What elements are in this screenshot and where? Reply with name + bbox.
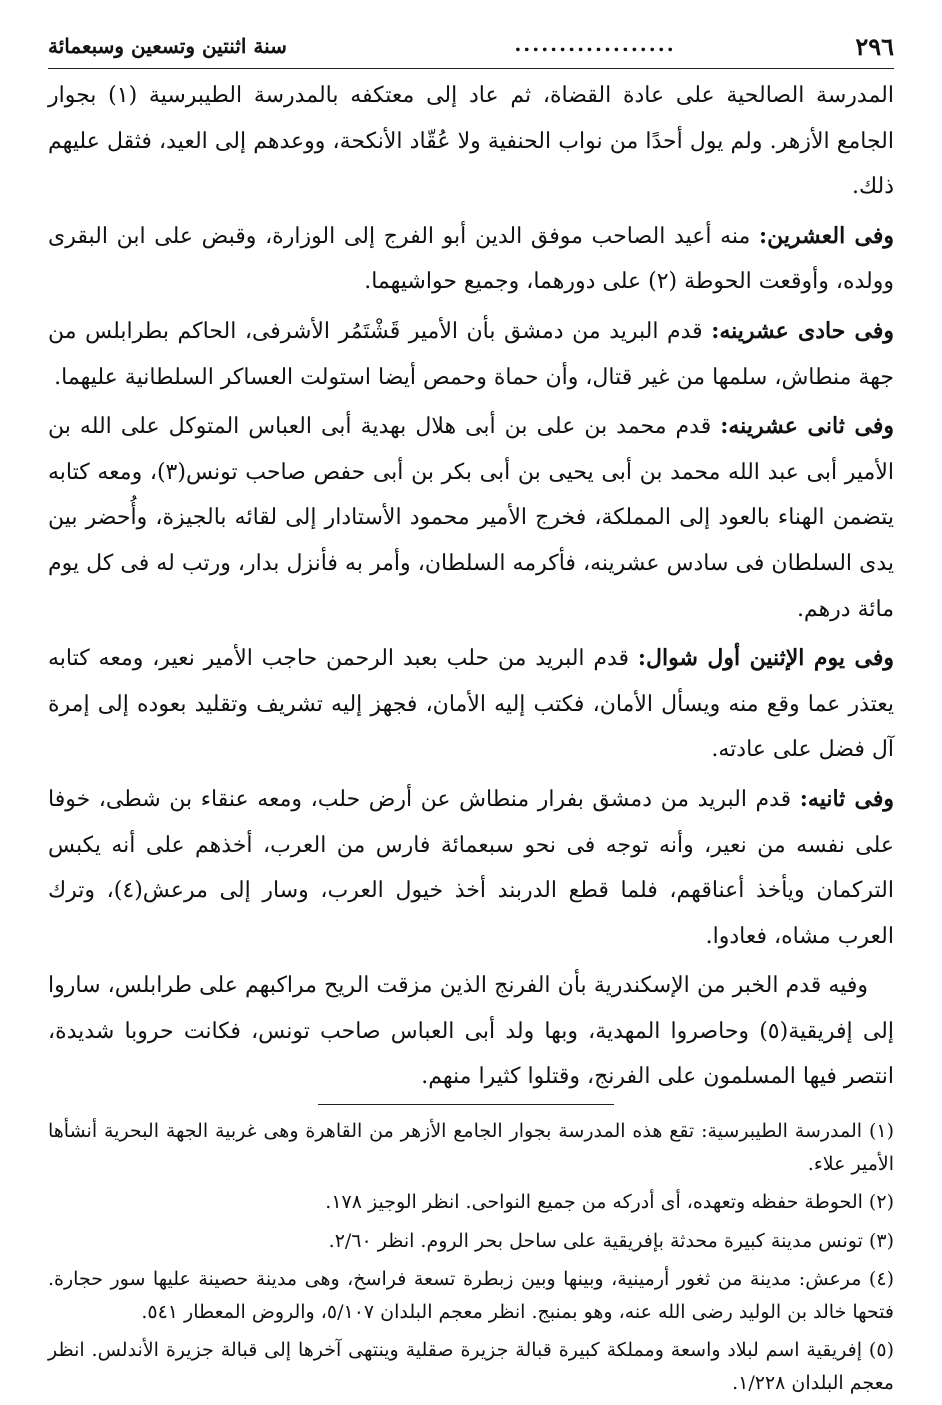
paragraph-lead: وفى حادى عشرينه: bbox=[711, 317, 894, 344]
paragraph-lead: وفى العشرين: bbox=[759, 222, 894, 249]
paragraph-text: وفيه قدم الخبر من الإسكندرية بأن الفرنج الذين مزقت الريح مراكبهم على طرابلس، ساروا إلى إفريقية(٥) وحاصروا المهدية، وبها ولد أبى العباس صاحب تونس، فكانت حروبا شديدة، انتصر فيها المسلمون على الفرنج، وقتلوا كثيرا منهم. bbox=[48, 973, 894, 1090]
footnote: (٣) تونس مدينة كبيرة محدثة بإفريقية على ساحل بحر الروم. انظر ٢/٦٠. bbox=[328, 1229, 894, 1252]
paragraph-text: المدرسة الصالحية على عادة القضاة، ثم عاد إلى معتكفه بالمدرسة الطيبرسية (١) بجوار الجامع الأزهر. ولم يول أحدًا من نواب الحنفية ولا عُقّاد الأنكحة، ووعدهم إلى العيد، فثقل عليهم ذلك. bbox=[48, 83, 894, 200]
footnote: (٤) مرعش: مدينة من ثغور أرمينية، وبينها وبين زبطرة تسعة فراسخ، وهى مدينة حصينة عليها سور حجارة. فتحها خالد بن الوليد رضى الله عنه، وهو بمنبج. انظر معجم البلدان ٥/١٠٧، والروض المعطار ٥٤١. bbox=[48, 1268, 894, 1323]
book-page bbox=[48, 28, 894, 1405]
leader-dots: .................. bbox=[514, 32, 676, 56]
paragraph bbox=[48, 73, 894, 210]
paragraph bbox=[48, 214, 894, 305]
paragraph-text: قدم البريد من حلب بعبد الرحمن حاجب الأمير نعير، ومعه كتابه يعتذر عما وقع منه ويسأل الأمان، فكتب إليه الأمان، فجهز إليه تشريف وتقليد بعوده إلى إمرة آل فضل على عادته. bbox=[48, 646, 894, 763]
main-text bbox=[48, 73, 894, 1100]
footnote-separator bbox=[318, 1104, 614, 1105]
paragraph-text: قدم محمد بن على بن أبى هلال بهدية أبى العباس المتوكل على الله بن الأمير أبى عبد الله محمد بن أبى يحيى بن أبى بكر بن أبى حفص صاحب تونس(٣)، ومعه كتابه يتضمن الهناء بالعود إلى المملكة، فخرج الأمير محمود الأستادار إلى لقائه بالجيزة، وأُحضر بين يدى السلطان فى سادس عشرينه، فأكرمه السلطان، وأمر به فأنزل بدار، ورتب له فى كل يوم مائة درهم. bbox=[48, 414, 894, 622]
running-head-title: سنة اثنتين وتسعين وسبعمائة bbox=[48, 34, 287, 58]
paragraph-text: منه أعيد الصاحب موفق الدين أبو الفرج إلى الوزارة، وقبض على ابن البقرى وولده، وأوقعت الحوطة (٢) على دورهما، وجميع حواشيهما. bbox=[48, 223, 894, 295]
footnote: (١) المدرسة الطيبرسية: تقع هذه المدرسة بجوار الجامع الأزهر من القاهرة وهى غربية الجهة البحرية أنشأها الأمير علاء. bbox=[48, 1120, 894, 1175]
paragraph bbox=[48, 636, 894, 773]
footnotes bbox=[48, 1115, 894, 1399]
page-number: ٢٩٦ bbox=[855, 32, 894, 61]
running-head bbox=[48, 28, 894, 69]
paragraph bbox=[48, 309, 894, 400]
footnote: (٥) إفريقية اسم لبلاد واسعة ومملكة كبيرة قبالة جزيرة صقلية وينتهى آخرها إلى قبالة جزيرة الأندلس. انظر معجم البلدان ١/٢٢٨. bbox=[48, 1339, 894, 1394]
paragraph bbox=[48, 404, 894, 632]
paragraph-lead: وفى ثانيه: bbox=[799, 785, 895, 812]
footnote: (٢) الحوطة حفظه وتعهده، أى أدركه من جميع النواحى. انظر الوجيز ١٧٨. bbox=[325, 1191, 894, 1214]
paragraph bbox=[48, 777, 894, 959]
paragraph-lead: وفى يوم الإثنين أول شوال: bbox=[637, 645, 894, 672]
paragraph bbox=[48, 963, 894, 1100]
paragraph-text: قدم البريد من دمشق بأن الأمير قَشْتَمُر الأشرفى، الحاكم بطرابلس من جهة منطاش، سلمها من غير قتال، وأن حماة وحمص أيضا استولت العساكر السلطانية عليهما. bbox=[48, 318, 894, 390]
paragraph-lead: وفى ثانى عشرينه: bbox=[720, 413, 894, 440]
paragraph-text: قدم البريد من دمشق بفرار منطاش عن أرض حلب، ومعه عنقاء بن شطى، خوفا على نفسه من نعير، وأنه توجه فى نحو سبعمائة فارس من العرب، أخذهم على أنه يكبس التركمان ويأخذ أعناقهم، فلما قطع الدربند أخذ خيول العرب، وسار إلى مرعش(٤)، وترك العرب مشاه، فعادوا. bbox=[48, 786, 894, 949]
